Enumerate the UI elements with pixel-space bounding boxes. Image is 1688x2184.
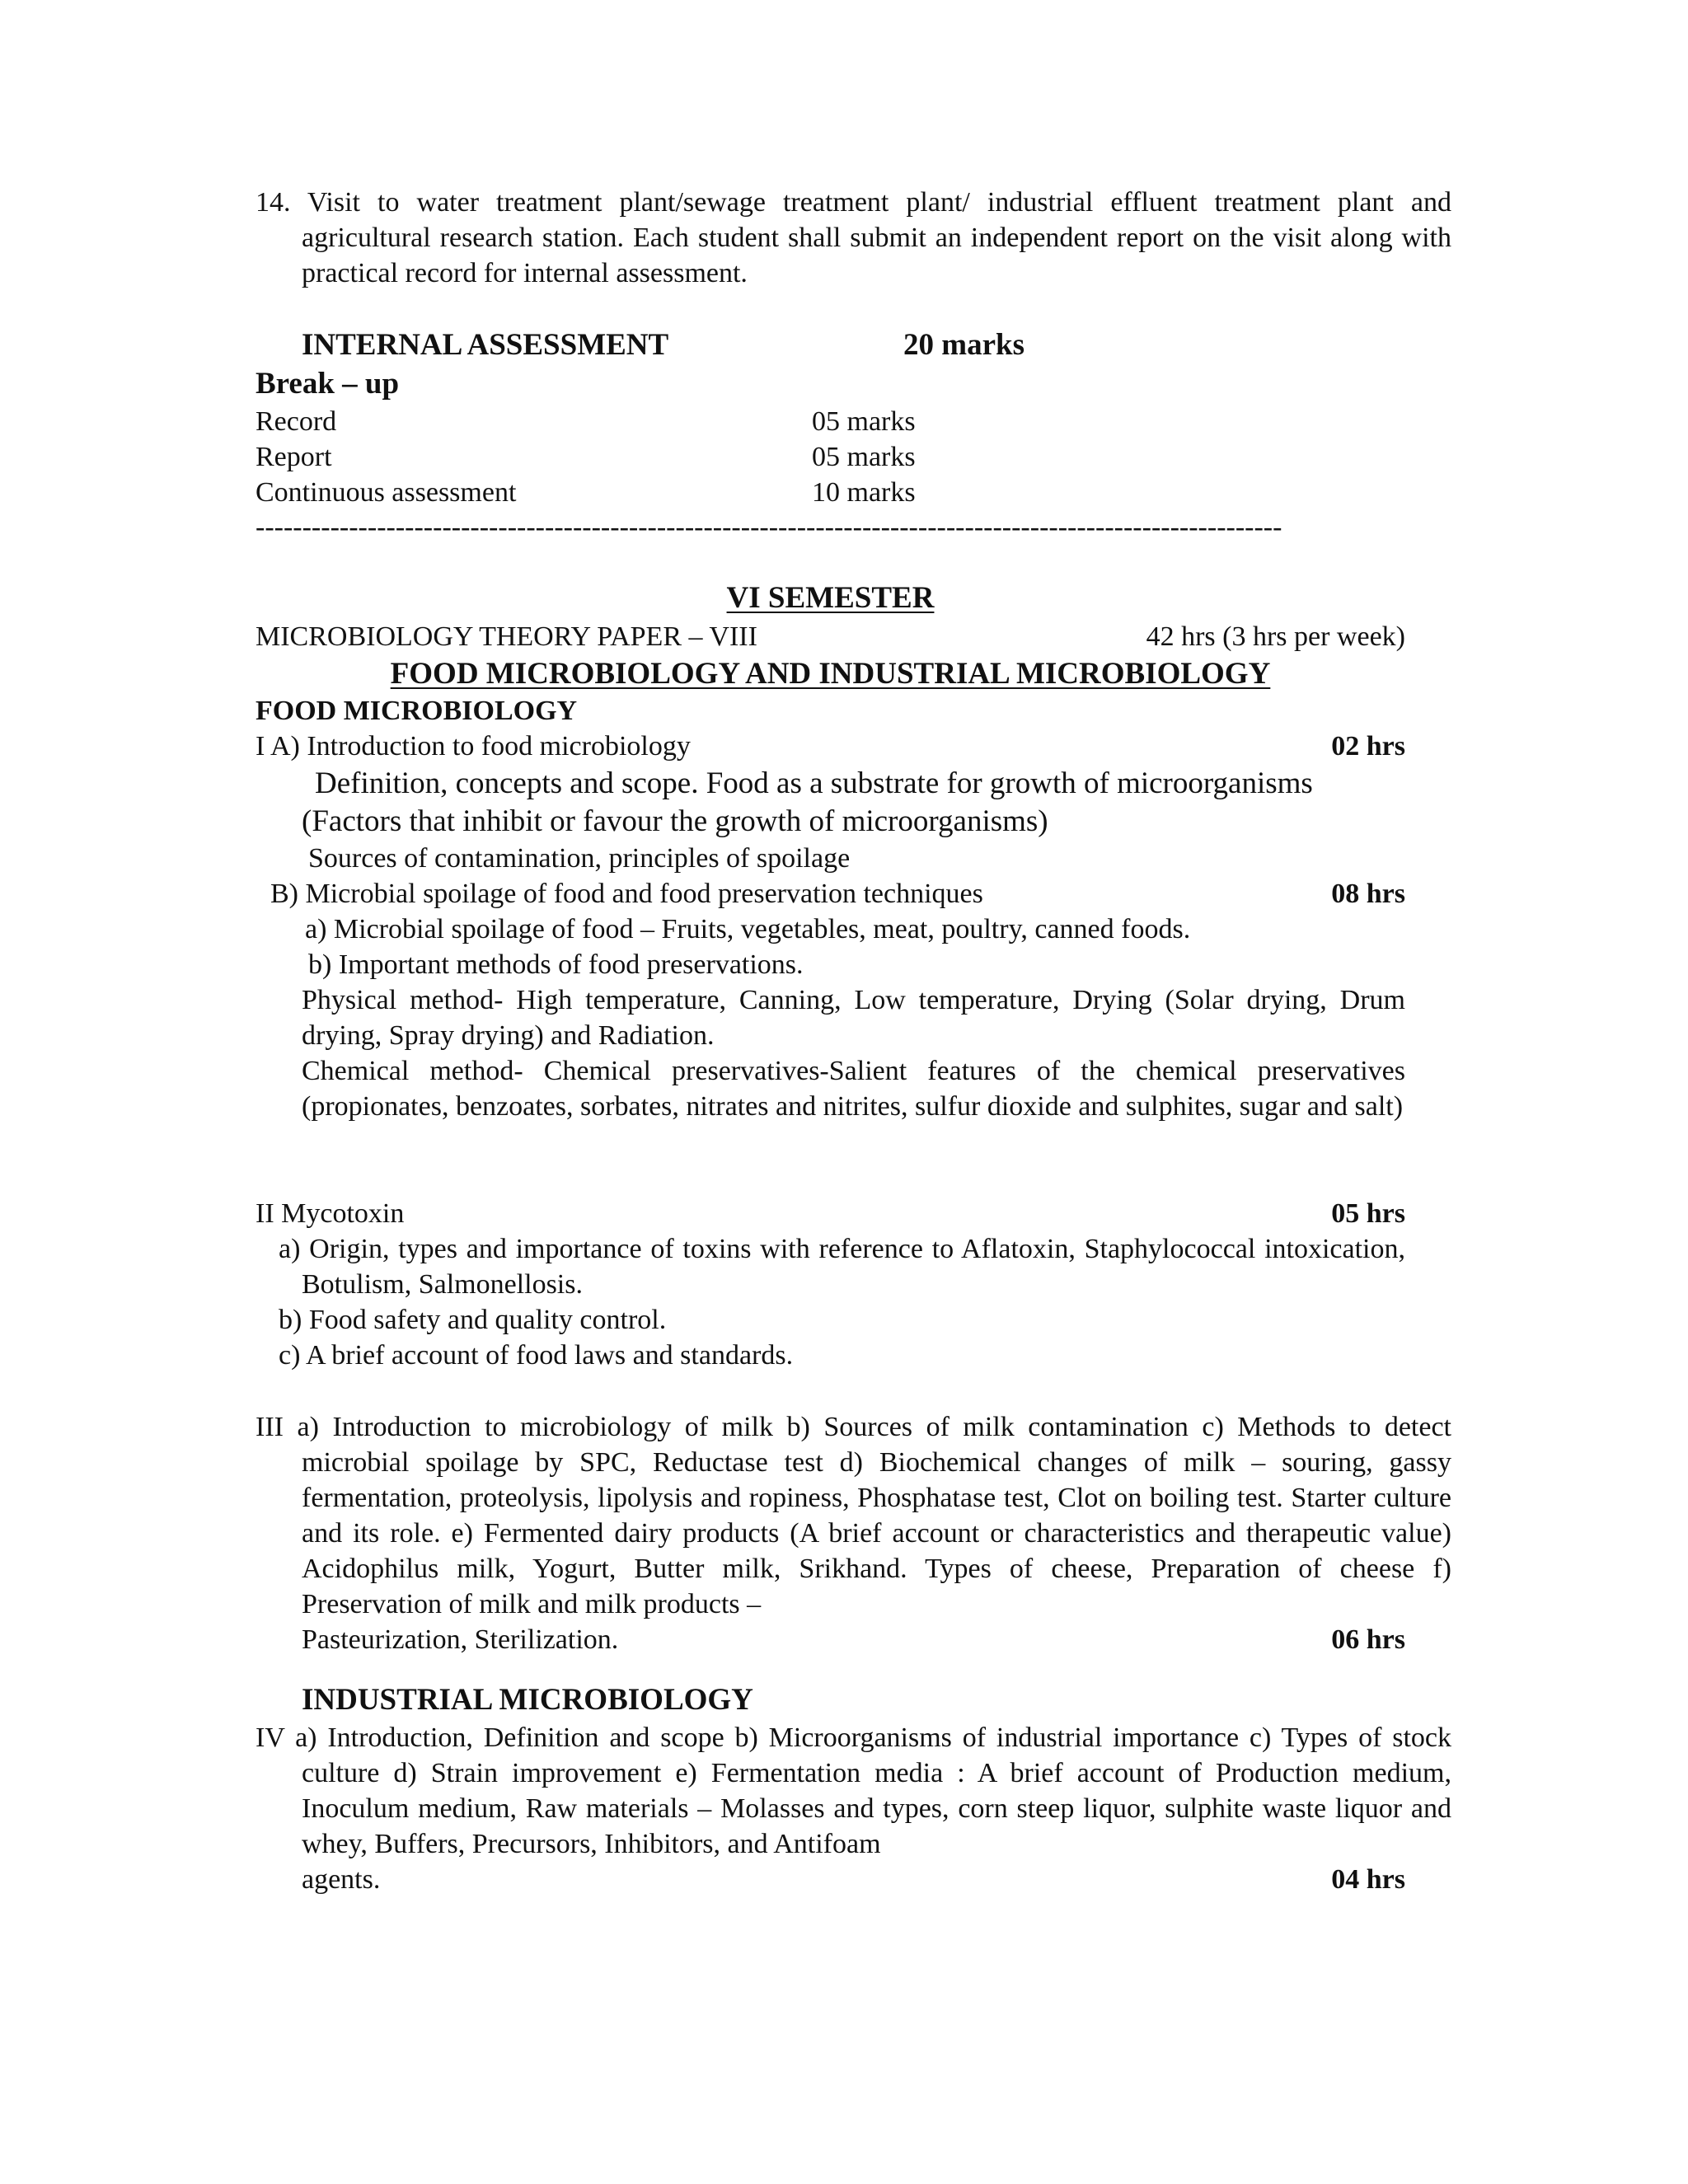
breakup-value: 05 marks [812, 406, 916, 437]
breakup-row-continuous [256, 475, 1405, 510]
breakup-heading: Break – up [256, 367, 400, 401]
unit-II-b: b) Food safety and quality control. [279, 1305, 667, 1335]
unit-II-a: a) Origin, types and importance of toxins with reference to Aflatoxin, Staphylococcal intoxication, Botulism, Salmonellosis. [279, 1234, 1405, 1300]
food-microbiology-heading: FOOD MICROBIOLOGY [256, 696, 578, 726]
breakup-value: 10 marks [812, 477, 916, 508]
breakup-label: Continuous assessment [256, 477, 517, 508]
unit-IV-last-line: agents. [302, 1864, 381, 1895]
unit-II-c: c) A brief account of food laws and standards. [279, 1340, 794, 1371]
food-microbiology-heading-row [256, 693, 1405, 729]
unit-IB-a-row [256, 912, 1405, 947]
unit-IV-last-row [256, 1862, 1405, 1897]
unit-IA-line3: Sources of contamination, principles of spoilage [308, 843, 851, 874]
unit-IA-title-row [256, 729, 1405, 764]
unit-IA-line1: Definition, concepts and scope. Food as a substrate for growth of microorganisms [315, 766, 1313, 800]
industrial-microbiology-heading: INDUSTRIAL MICROBIOLOGY [302, 1683, 753, 1717]
unit-IB-b: b) Important methods of food preservations. [308, 949, 804, 980]
item-14-paragraph: 14. Visit to water treatment plant/sewage treatment plant/ industrial effluent treatment plant and agricultural research station. Each student shall submit an independent report on the visit along with practical record for internal assessment. [256, 187, 1451, 288]
unit-II-title: II Mycotoxin [256, 1198, 405, 1229]
unit-IV-paragraph: IV a) Introduction, Definition and scope b) Microorganisms of industrial importance c) Types of stock culture d) Strain improvement e) Fermentation media : A brief account of Production medium, Inoculum medium, Raw materials – Molasses and types, corn steep liquor, sulphite waste liquor and whey, Buffers, Precursors, Inhibitors, and Antifoam [256, 1722, 1451, 1859]
breakup-row-report [256, 439, 1405, 475]
unit-IA-hours: 02 hrs [1331, 731, 1405, 762]
paper-name: MICROBIOLOGY THEORY PAPER – VIII [256, 621, 757, 652]
unit-IA-title: I A) Introduction to food microbiology [256, 731, 691, 762]
unit-II-hours: 05 hrs [1331, 1198, 1405, 1229]
unit-II-c-row [256, 1338, 1405, 1373]
main-title: FOOD MICROBIOLOGY AND INDUSTRIAL MICROBIOLOGY [390, 657, 1271, 691]
unit-IA-line1-row [256, 765, 1405, 800]
internal-assessment-title: INTERNAL ASSESSMENT [302, 328, 669, 362]
unit-II-b-row [256, 1302, 1405, 1338]
breakup-value: 05 marks [812, 442, 916, 472]
paper-hours: 42 hrs (3 hrs per week) [1146, 621, 1405, 652]
unit-III-last-row [256, 1622, 1405, 1657]
breakup-heading-row [256, 365, 1405, 401]
section-divider: -------------------------------------------------------------------------------------------------------------- [256, 512, 1282, 542]
breakup-row-record [256, 404, 1405, 439]
unit-IV-hours: 04 hrs [1331, 1864, 1405, 1895]
unit-IA-line2: (Factors that inhibit or favour the growth of microorganisms) [302, 804, 1048, 838]
breakup-label: Record [256, 406, 337, 437]
semester-heading: VI SEMESTER [726, 581, 935, 615]
unit-IB-b-row [256, 947, 1405, 982]
paper-info-row [256, 619, 1405, 654]
unit-III-hours: 06 hrs [1331, 1624, 1405, 1655]
unit-IA-line2-row [256, 803, 1405, 838]
unit-IB-hours: 08 hrs [1331, 879, 1405, 909]
unit-IB-title-row [256, 876, 1405, 912]
unit-IB-physical-method: Physical method- High temperature, Canning, Low temperature, Drying (Solar drying, Drum drying, Spray drying) and Radiation. [302, 985, 1405, 1051]
internal-assessment-header [256, 326, 1405, 362]
internal-assessment-marks: 20 marks [903, 328, 1025, 362]
industrial-heading-row [256, 1681, 1405, 1717]
unit-IB-a: a) Microbial spoilage of food – Fruits, vegetables, meat, poultry, canned foods. [305, 914, 1191, 944]
unit-IB-title: B) Microbial spoilage of food and food preservation techniques [270, 879, 983, 909]
breakup-label: Report [256, 442, 332, 472]
unit-IA-line3-row [256, 841, 1405, 876]
unit-IB-chemical-method: Chemical method- Chemical preservatives-Salient features of the chemical preservatives (propionates, benzoates, sorbates, nitrates and nitrites, sulfur dioxide and sulphites, sugar and salt) [302, 1056, 1405, 1122]
unit-III-last-line: Pasteurization, Sterilization. [302, 1624, 619, 1655]
unit-III-paragraph: III a) Introduction to microbiology of milk b) Sources of milk contamination c) Methods to detect microbial spoilage by SPC, Reductase test d) Biochemical changes of milk – souring, gassy fermentation, proteolysis, lipolysis and ropiness, Phosphatase test, Clot on boiling test. Starter culture and its role. e) Fermented dairy products (A brief account or characteristics and therapeutic value) Acidophilus milk, Yogurt, Butter milk, Srikhand. Types of cheese, Preparation of cheese f) Preservation of milk and milk products – [256, 1412, 1451, 1619]
unit-II-title-row [256, 1196, 1405, 1231]
